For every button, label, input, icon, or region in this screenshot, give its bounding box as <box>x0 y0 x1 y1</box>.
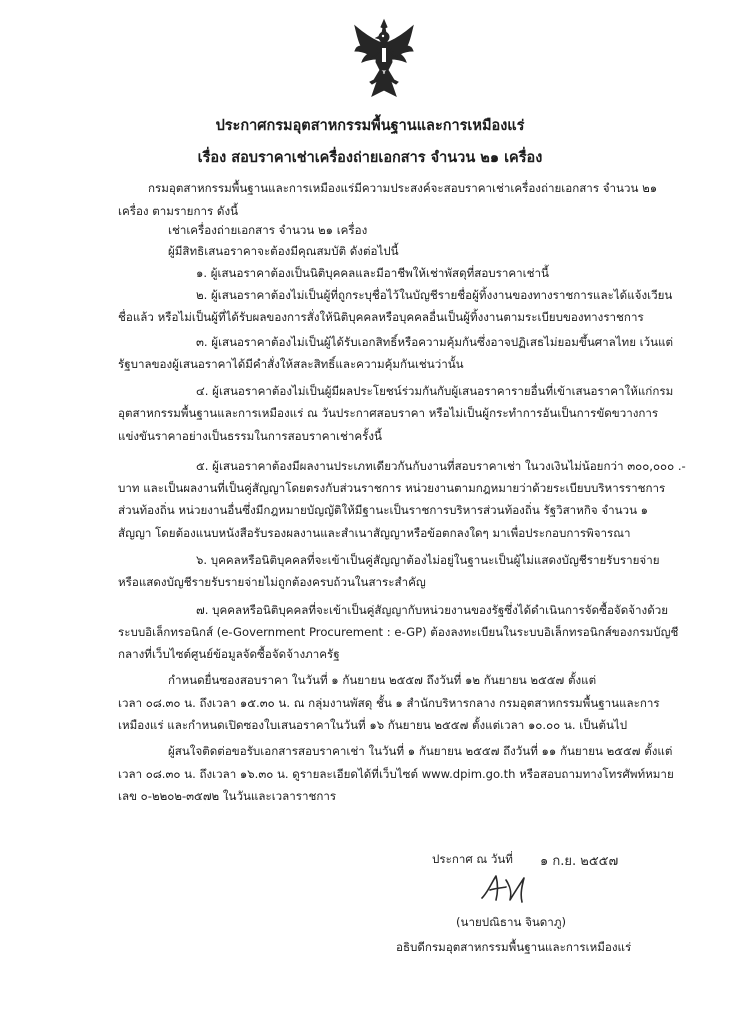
signatory-name: (นายปณิธาน จินดาภู) <box>456 915 566 929</box>
condition-6-line-1: ๖. บุคคลหรือนิติบุคคลที่จะเข้าเป็นคู่สัญญาต้องไม่อยู่ในฐานะเป็นผู้ไม่แสดงบัญชีรายรับรายจ่าย <box>196 553 660 567</box>
contact-line-3: เลข ๐-๒๒๐๒-๓๕๗๒ ในวันและเวลาราชการ <box>118 789 337 803</box>
condition-2-line-2: ชื่อแล้ว หรือไม่เป็นผู้ที่ได้รับผลของการสั่งให้นิติบุคคลหรือบุคคลอื่นเป็นผู้ทิ้งงานตามระเบียบของทางราชการ <box>118 310 644 324</box>
condition-7-line-3: กลางที่เว็บไซต์ศูนย์ข้อมูลจัดซื้อจัดจ้างภาครัฐ <box>118 647 340 661</box>
signature-image <box>476 870 536 904</box>
body-intro-line-2: เครื่อง ตามรายการ ดังนี้ <box>118 204 239 218</box>
condition-4-line-2: อุตสาหกรรมพื้นฐานและการเหมืองแร่ ณ วันประกาศสอบราคา หรือไม่เป็นผู้กระทำการอันเป็นการขัดขวางการ <box>118 406 659 420</box>
condition-3-line-2: รัฐบาลของผู้เสนอราคาได้มีคำสั่งให้สละสิทธิ์และความคุ้มกันเช่นว่านั้น <box>118 357 464 371</box>
garuda-emblem-icon <box>352 18 416 98</box>
body-qualify-line: ผู้มีสิทธิเสนอราคาจะต้องมีคุณสมบัติ ดังต่อไปนี้ <box>168 244 399 258</box>
condition-7-line-2: ระบบอิเล็กทรอนิกส์ (e-Government Procurement : e-GP) ต้องลงทะเบียนในระบบอิเล็กทรอนิกส์ของกรมบัญชี <box>118 625 679 639</box>
condition-5-line-3: ส่วนท้องถิ่น หน่วยงานอื่นซึ่งมีกฎหมายบัญญัติให้มีฐานะเป็นราชการบริหารส่วนท้องถิ่น รัฐวิสาหกิจ จำนวน ๑ <box>118 503 649 517</box>
condition-4-line-3: แข่งขันราคาอย่างเป็นธรรมในการสอบราคาเช่าครั้งนี้ <box>118 429 382 443</box>
body-intro-line-1: กรมอุตสาหกรรมพื้นฐานและการเหมืองแร่มีความประสงค์จะสอบราคาเช่าเครื่องถ่ายเอกสาร จำนวน ๒๑ <box>148 181 658 195</box>
announce-date-label: ประกาศ ณ วันที่ <box>432 852 513 866</box>
contact-line-2: เวลา ๐๘.๓๐ น. ถึงเวลา ๑๖.๓๐ น. ดูรายละเอียดได้ที่เว็บไซต์ www.dpim.go.th หรือสอบถามทางโทรศัพท์หมาย <box>118 767 674 781</box>
submission-line-3: เหมืองแร่ และกำหนดเปิดซองใบเสนอราคาในวันที่ ๑๖ กันยายน ๒๕๕๗ ตั้งแต่เวลา ๑๐.๐๐ น. เป็นต้นไป <box>118 718 628 732</box>
condition-1-line: ๑. ผู้เสนอราคาต้องเป็นนิติบุคคลและมีอาชีพให้เช่าพัสดุที่สอบราคาเช่านี้ <box>196 266 549 280</box>
announce-date-handwritten: ๑ ก.ย. ๒๕๕๗ <box>540 854 619 869</box>
condition-6-line-2: หรือแสดงบัญชีรายรับรายจ่ายไม่ถูกต้องครบถ้วนในสาระสำคัญ <box>118 575 426 589</box>
signatory-title: อธิบดีกรมอุตสาหกรรมพื้นฐานและการเหมืองแร่ <box>396 940 632 954</box>
condition-5-line-4: สัญญา โดยต้องแนบหนังสือรับรองผลงานและสำเนาสัญญาหรือข้อตกลงใดๆ มาเพื่อประกอบการพิจารณา <box>118 526 631 540</box>
document-title: ประกาศกรมอุตสาหกรรมพื้นฐานและการเหมืองแร่ <box>215 118 525 134</box>
condition-5-line-1: ๕. ผู้เสนอราคาต้องมีผลงานประเภทเดียวกันกับงานที่สอบราคาเช่า ในวงเงินไม่น้อยกว่า ๓๐๐,๐๐๐ .- <box>196 459 686 473</box>
condition-5-line-2: บาท และเป็นผลงานที่เป็นคู่สัญญาโดยตรงกับส่วนราชการ หน่วยงานตามกฎหมายว่าด้วยระเบียบบริหารราชการ <box>118 481 666 495</box>
condition-3-line-1: ๓. ผู้เสนอราคาต้องไม่เป็นผู้ได้รับเอกสิทธิ์หรือความคุ้มกันซึ่งอาจปฏิเสธไม่ยอมขึ้นศาลไทย เว้นแต่ <box>196 335 674 349</box>
submission-line-2: เวลา ๐๘.๓๐ น. ถึงเวลา ๑๕.๓๐ น. ณ กลุ่มงานพัสดุ ชั้น ๑ สำนักบริหารกลาง กรมอุตสาหกรรมพื้นฐานและการ <box>118 696 660 710</box>
submission-line-1: กำหนดยื่นซองสอบราคา ในวันที่ ๑ กันยายน ๒๕๕๗ ถึงวันที่ ๑๒ กันยายน ๒๕๕๗ ตั้งแต่ <box>168 673 597 687</box>
document-subject: เรื่อง สอบราคาเช่าเครื่องถ่ายเอกสาร จำนวน ๒๑ เครื่อง <box>197 150 543 166</box>
contact-line-1: ผู้สนใจติดต่อขอรับเอกสารสอบราคาเช่า ในวันที่ ๑ กันยายน ๒๕๕๗ ถึงวันที่ ๑๑ กันยายน ๒๕๕๗ ตั้งแต่ <box>168 744 673 758</box>
condition-7-line-1: ๗. บุคคลหรือนิติบุคคลที่จะเข้าเป็นคู่สัญญากับหน่วยงานของรัฐซึ่งได้ดำเนินการจัดซื้อจัดจ้างด้วย <box>196 603 669 617</box>
condition-4-line-1: ๔. ผู้เสนอราคาต้องไม่เป็นผู้มีผลประโยชน์ร่วมกันกับผู้เสนอราคารายอื่นที่เข้าเสนอราคาให้แก่กรม <box>196 384 674 398</box>
condition-2-line-1: ๒. ผู้เสนอราคาต้องไม่เป็นผู้ที่ถูกระบุชื่อไว้ในบัญชีรายชื่อผู้ทิ้งงานของทางราชการและได้แจ้งเวียน <box>196 288 673 302</box>
body-item-line: เช่าเครื่องถ่ายเอกสาร จำนวน ๒๑ เครื่อง <box>168 223 368 237</box>
